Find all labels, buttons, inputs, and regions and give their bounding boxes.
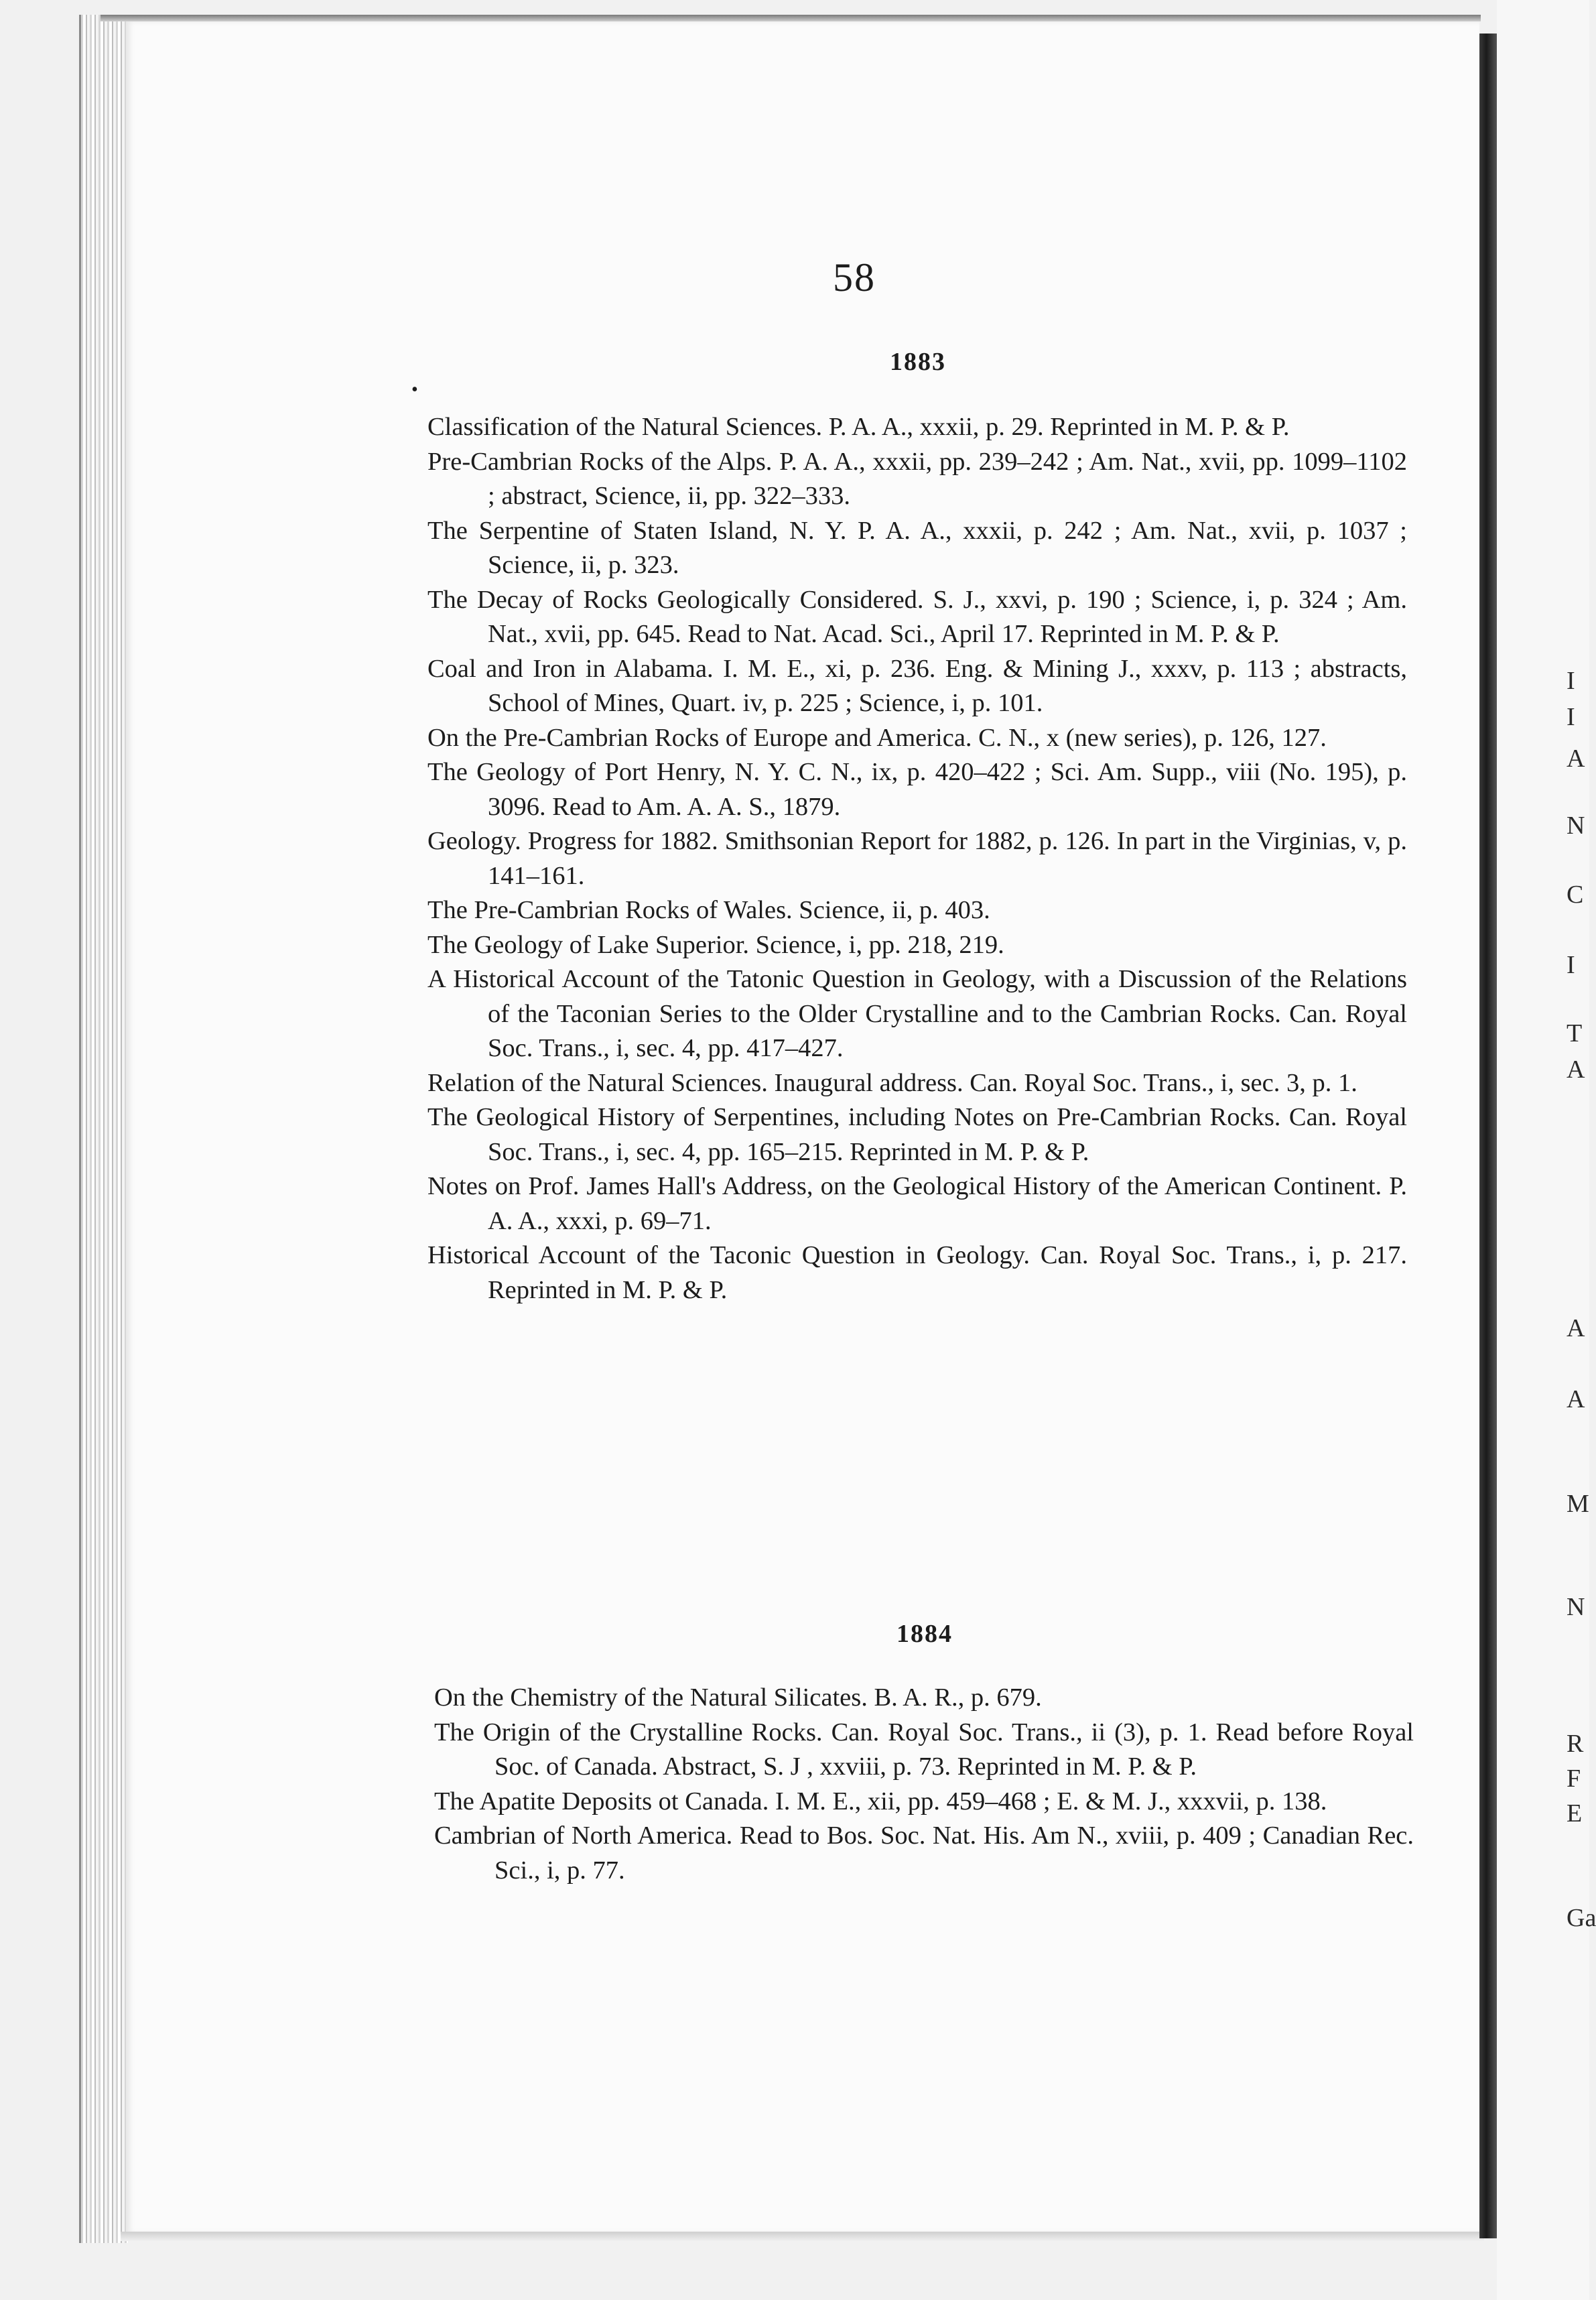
facing-fragment: Ga [1567, 1904, 1596, 1932]
page-number: 58 [833, 255, 876, 300]
bibliography-entry: The Pre-Cambrian Rocks of Wales. Science, ii, p. 403. [427, 896, 990, 924]
facing-fragment: A [1567, 745, 1585, 773]
bibliography-entry: Pre-Cambrian Rocks of the Alps. P. A. A., xxxii, pp. 239–242 ; Am. Nat., xvii, pp. 1099–1102 ; abstract, Science, ii, pp. 322–333. [427, 447, 1407, 510]
bibliography-entry: On the Pre-Cambrian Rocks of Europe and America. C. N., x (new series), p. 126, 127. [427, 723, 1327, 752]
page-bottom-edge [121, 2232, 1484, 2241]
facing-fragment: I [1567, 951, 1575, 979]
bibliography-entry: The Geology of Port Henry, N. Y. C. N., ix, p. 420–422 ; Sci. Am. Supp., viii (No. 195), p. 3096. Read to Am. A. A. S., 1879. [427, 758, 1407, 821]
facing-fragment: R [1567, 1730, 1584, 1758]
bibliography-entry: Classification of the Natural Sciences. P. A. A., xxxii, p. 29. Reprinted in M. P. & P. [427, 413, 1290, 441]
page-block-edges [79, 15, 128, 2243]
bibliography-entry: Historical Account of the Taconic Question in Geology. Can. Royal Soc. Trans., i, p. 217. Reprinted in M. P. & P. [427, 1241, 1407, 1304]
bibliography-entry: A Historical Account of the Tatonic Question in Geology, with a Discussion of the Relations of the Taconian Series to the Older Crystalline and to the Cambrian Rocks. Can. Royal Soc. Trans., i, sec. 4, pp. 417–427. [427, 965, 1407, 1062]
facing-fragment: E [1567, 1799, 1583, 1828]
facing-fragment: I [1567, 667, 1575, 695]
bibliography-entry: Cambrian of North America. Read to Bos. Soc. Nat. His. Am N., xviii, p. 409 ; Canadian Rec. Sci., i, p. 77. [434, 1822, 1414, 1884]
page-top-edge [101, 15, 1481, 21]
bibliography-entry: Coal and Iron in Alabama. I. M. E., xi, p. 236. Eng. & Mining J., xxxv, p. 113 ; abstracts, School of Mines, Quart. iv, p. 225 ; Science, i, p. 101. [427, 654, 1407, 717]
bibliography-entry: Geology. Progress for 1882. Smithsonian Report for 1882, p. 126. In part in the Virginias, v, p. 141–161. [427, 827, 1407, 890]
bibliography-entry: On the Chemistry of the Natural Silicates. B. A. R., p. 679. [434, 1683, 1042, 1712]
bibliography-entry: Relation of the Natural Sciences. Inaugural address. Can. Royal Soc. Trans., i, sec. 3, p. 1. [427, 1068, 1357, 1097]
facing-fragment: T [1567, 1019, 1583, 1047]
bibliography-entry: The Origin of the Crystalline Rocks. Can. Royal Soc. Trans., ii (3), p. 1. Read before Royal Soc. of Canada. Abstract, S. J , xxviii, p. 73. Reprinted in M. P. & P. [434, 1718, 1414, 1781]
facing-fragment: I [1567, 703, 1575, 731]
bibliography-entry: The Apatite Deposits ot Canada. I. M. E., xii, pp. 459–468 ; E. & M. J., xxxvii, p. 138. [434, 1787, 1327, 1815]
book-gutter [1479, 34, 1497, 2238]
facing-fragment: N [1567, 1593, 1585, 1621]
bibliography-list-1883 [427, 410, 1407, 1307]
facing-fragment: N [1567, 812, 1585, 840]
facing-fragment: A [1567, 1314, 1585, 1342]
bibliography-entry: The Geology of Lake Superior. Science, i, pp. 218, 219. [427, 930, 1004, 959]
bibliography-entry: The Serpentine of Staten Island, N. Y. P. A. A., xxxii, p. 242 ; Am. Nat., xvii, p. 1037 ; Science, ii, p. 323. [427, 516, 1407, 579]
bibliography-entry: The Geological History of Serpentines, including Notes on Pre-Cambrian Rocks. Can. Royal Soc. Trans., i, sec. 4, pp. 165–215. Reprinted in M. P. & P. [427, 1103, 1407, 1166]
bibliography-list-1884 [434, 1681, 1414, 1888]
facing-fragment: C [1567, 881, 1584, 909]
facing-fragment: M [1567, 1490, 1589, 1518]
bibliography-entry: Notes on Prof. James Hall's Address, on the Geological History of the American Continent. P. A. A., xxxi, p. 69–71. [427, 1172, 1407, 1235]
facing-fragment: F [1567, 1765, 1581, 1793]
facing-fragment: A [1567, 1056, 1585, 1084]
bibliography-entry: The Decay of Rocks Geologically Considered. S. J., xxvi, p. 190 ; Science, i, p. 324 ; Am. Nat., xvii, pp. 645. Read to Nat. Acad. Sci., April 17. Reprinted in M. P. & P. [427, 585, 1407, 648]
facing-page [1497, 0, 1589, 2300]
year-heading-1884: 1884 [896, 1620, 953, 1648]
year-heading-1883: 1883 [890, 348, 946, 376]
margin-mark: • [411, 379, 418, 400]
facing-fragment: A [1567, 1385, 1585, 1413]
